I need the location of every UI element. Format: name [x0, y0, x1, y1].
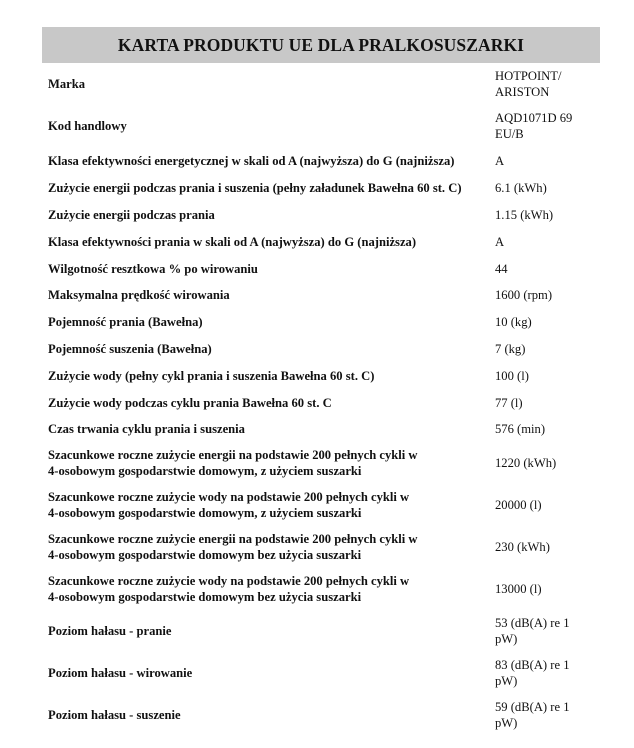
- row-label: Szacunkowe roczne zużycie energii na podstawie 200 pełnych cykli w 4-osobowym gospodarstwie domowym bez użycia suszarki: [48, 532, 418, 562]
- table-row: [42, 652, 600, 694]
- row-label: Poziom hałasu - pranie: [48, 624, 172, 638]
- row-value: 83 (dB(A) re 1 pW): [495, 658, 570, 688]
- row-value: A: [495, 153, 505, 168]
- table-row: [42, 362, 600, 389]
- row-value: 1600 (rpm): [495, 288, 553, 302]
- row-label: Zużycie wody podczas cyklu prania Bawełna 60 st. C: [48, 395, 332, 410]
- row-value: 1.15 (kWh): [495, 207, 554, 222]
- row-value: 20000 (l): [495, 498, 542, 512]
- row-label: Pojemność prania (Bawełna): [48, 314, 203, 329]
- row-value: 576 (min): [495, 422, 546, 436]
- row-value: AQD1071D 69 EU/B: [495, 111, 573, 141]
- row-value: 53 (dB(A) re 1 pW): [495, 616, 570, 646]
- table-row: [42, 442, 600, 484]
- row-value: 7 (kg): [495, 341, 526, 356]
- row-label: Szacunkowe roczne zużycie energii na podstawie 200 pełnych cykli w 4-osobowym gospodarstwie domowym, z użyciem suszarki: [48, 448, 418, 478]
- row-value: 44: [495, 261, 508, 276]
- row-label: Wilgotność resztkowa % po wirowaniu: [48, 261, 258, 276]
- table-row: [42, 105, 600, 147]
- table-row: [42, 174, 600, 201]
- table-row: [42, 416, 600, 442]
- product-spec-table: [42, 63, 600, 736]
- page-title: KARTA PRODUKTU UE DLA PRALKOSUSZARKI: [117, 34, 525, 55]
- row-label: Klasa efektywności prania w skali od A (najwyższa) do G (najniższa): [48, 234, 417, 249]
- row-label: Poziom hałasu - wirowanie: [48, 666, 193, 680]
- row-label: Zużycie energii podczas prania i suszenia (pełny załadunek Bawełna 60 st. C): [48, 180, 462, 195]
- table-row: [42, 308, 600, 335]
- row-label: Szacunkowe roczne zużycie wody na podstawie 200 pełnych cykli w 4-osobowym gospodarstwie domowym bez użycia suszarki: [48, 574, 410, 604]
- table-row: [42, 282, 600, 308]
- row-value: 59 (dB(A) re 1 pW): [495, 700, 570, 730]
- table-row: [42, 694, 600, 736]
- row-label: Czas trwania cyklu prania i suszenia: [48, 422, 245, 436]
- table-row: [42, 63, 600, 105]
- table-row: [42, 201, 600, 228]
- table-row: [42, 228, 600, 255]
- row-value: 230 (kWh): [495, 540, 550, 554]
- title-bar: [42, 27, 600, 63]
- row-label: Maksymalna prędkość wirowania: [48, 288, 230, 302]
- row-value: A: [495, 234, 505, 249]
- row-value: 77 (l): [495, 395, 523, 410]
- table-row: [42, 610, 600, 652]
- row-label: Pojemność suszenia (Bawełna): [48, 341, 212, 356]
- row-label: Szacunkowe roczne zużycie wody na podstawie 200 pełnych cykli w 4-osobowym gospodarstwie domowym, z użyciem suszarki: [48, 490, 410, 520]
- row-value: 1220 (kWh): [495, 456, 557, 470]
- table-row: [42, 389, 600, 416]
- row-label: Marka: [48, 77, 86, 91]
- table-row: [42, 568, 600, 610]
- row-value: 100 (l): [495, 368, 529, 383]
- row-label: Kod handlowy: [48, 119, 127, 133]
- row-label: Klasa efektywności energetycznej w skali od A (najwyższa) do G (najniższa): [48, 153, 455, 168]
- row-value: HOTPOINT/ ARISTON: [495, 69, 562, 99]
- row-label: Poziom hałasu - suszenie: [48, 708, 181, 722]
- row-value: 6.1 (kWh): [495, 180, 547, 195]
- table-row: [42, 335, 600, 362]
- table-row: [42, 255, 600, 282]
- table-row: [42, 526, 600, 568]
- row-value: 10 (kg): [495, 314, 532, 329]
- row-value: 13000 (l): [495, 582, 542, 596]
- table-row: [42, 484, 600, 526]
- row-label: Zużycie energii podczas prania: [48, 207, 215, 222]
- row-label: Zużycie wody (pełny cykl prania i suszenia Bawełna 60 st. C): [48, 368, 375, 383]
- table-row: [42, 147, 600, 174]
